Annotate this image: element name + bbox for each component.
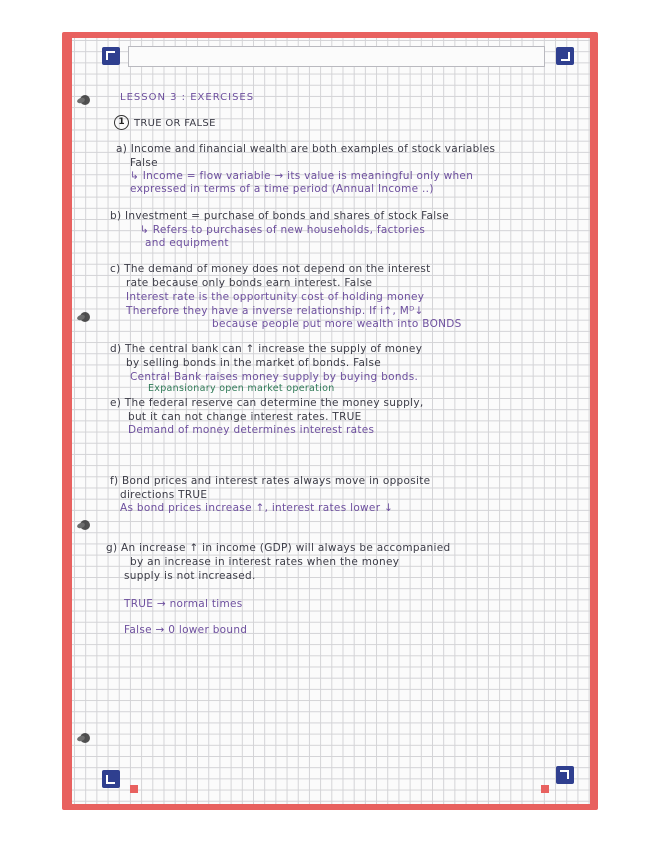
question-g-1: g) An increase ↑ in income (GDP) will always be accompanied [106, 542, 451, 554]
question-e-1: e) The federal reserve can determine the money supply, [110, 397, 424, 409]
note-c-1: Interest rate is the opportunity cost of holding money [126, 291, 425, 303]
note-b-2: and equipment [145, 237, 229, 249]
note-a-2: expressed in terms of a time period (Annual Income ..) [130, 183, 434, 195]
corner-marker-icon [102, 47, 120, 65]
question-b: b) Investment = purchase of bonds and shares of stock False [110, 210, 449, 222]
question-f-1: f) Bond prices and interest rates always move in opposite [110, 475, 431, 487]
section-number: 1 [114, 115, 129, 130]
corner-marker-icon [556, 766, 574, 784]
question-d-2: by selling bonds in the market of bonds. False [126, 357, 382, 369]
note-f-1: As bond prices increase ↑, interest rates lower ↓ [120, 502, 394, 514]
section-label: TRUE OR FALSE [134, 118, 216, 129]
question-a: a) Income and financial wealth are both examples of stock variables [116, 143, 496, 155]
red-square-marker [130, 785, 138, 793]
binder-hole-icon [80, 312, 90, 322]
question-d-1: d) The central bank can ↑ increase the supply of money [110, 343, 423, 355]
question-c-2: rate because only bonds earn interest. False [126, 277, 373, 289]
note-d-2: Expansionary open market operation [148, 383, 335, 394]
note-g-2: False → 0 lower bound [124, 624, 248, 636]
binder-hole-icon [80, 520, 90, 530]
header-box [128, 46, 545, 67]
note-e-1: Demand of money determines interest rates [128, 424, 375, 436]
red-square-marker [541, 785, 549, 793]
note-g-1: TRUE → normal times [124, 598, 243, 610]
answer-a: False [130, 157, 158, 169]
question-c-1: c) The demand of money does not depend on the interest [110, 263, 431, 275]
note-d-1: Central Bank raises money supply by buying bonds. [130, 371, 419, 383]
question-g-3: supply is not increased. [124, 570, 256, 582]
lesson-title: LESSON 3 : EXERCISES [120, 92, 255, 103]
note-c-2: Therefore they have a inverse relationship. If i↑, Mᴰ↓ [126, 305, 424, 317]
binder-hole-icon [80, 733, 90, 743]
binder-hole-icon [80, 95, 90, 105]
note-c-3: because people put more wealth into BONDS [212, 318, 462, 330]
question-g-2: by an increase in interest rates when the money [130, 556, 400, 568]
question-e-2: but it can not change interest rates. TRUE [128, 411, 362, 423]
note-b-1: ↳ Refers to purchases of new households, factories [140, 224, 426, 236]
note-a-1: ↳ Income = flow variable → its value is meaningful only when [130, 170, 474, 182]
corner-marker-icon [556, 47, 574, 65]
corner-marker-icon [102, 770, 120, 788]
question-f-2: directions TRUE [120, 489, 208, 501]
